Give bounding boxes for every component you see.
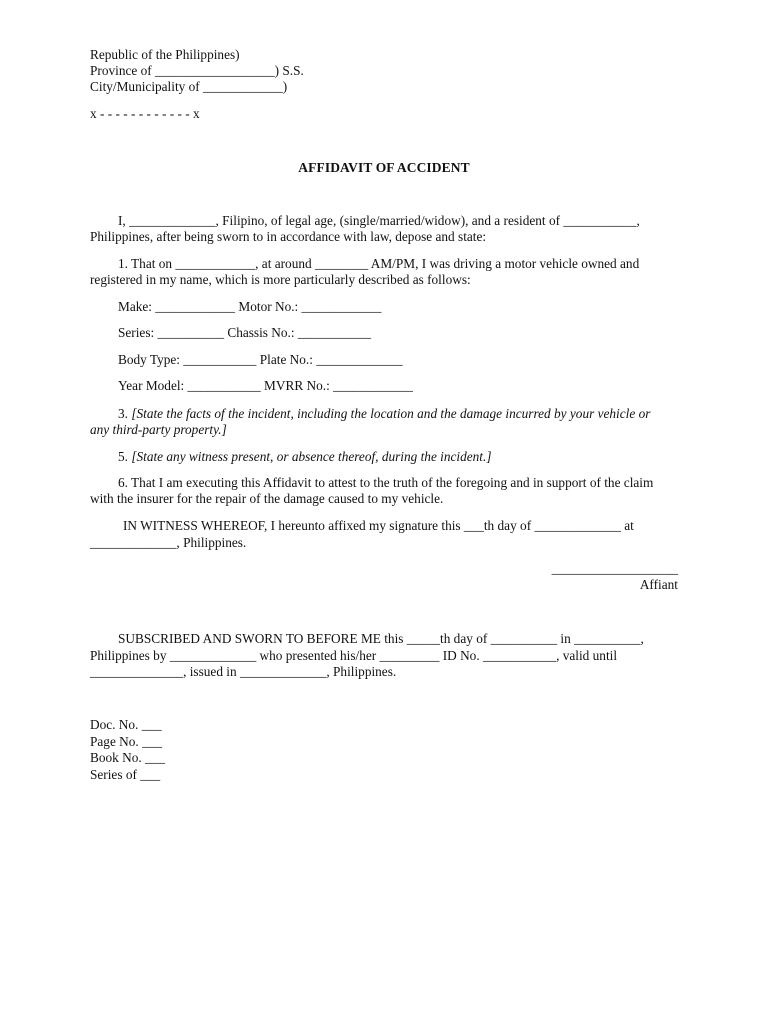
intro-line-1: I, _____________, Filipino, of legal age, (single/married/widow), and a resident of ___________, <box>118 213 640 228</box>
witness-line-1: IN WITNESS WHEREOF, I hereunto affixed my signature this ___th day of _____________ at <box>123 518 634 533</box>
para-3-line-1 <box>118 406 650 423</box>
para-5-number: 5. <box>118 449 128 464</box>
para-5-instruction: [State any witness present, or absence thereof, during the incident.] <box>131 449 492 464</box>
header-province: Province of __________________) S.S. <box>90 63 304 78</box>
header-city: City/Municipality of ____________) <box>90 79 288 94</box>
para-3-line-2: any third-party property.] <box>90 422 227 437</box>
para-3-number: 3. <box>118 406 128 421</box>
signature-line: ___________________ <box>551 561 678 576</box>
jurat-line-1: SUBSCRIBED AND SWORN TO BEFORE ME this _____th day of __________ in __________, <box>118 631 644 646</box>
notary-doc-no: Doc. No. ___ <box>90 717 162 732</box>
vehicle-field-year-model: Year Model: ___________ MVRR No.: ____________ <box>118 378 413 393</box>
para-6-line-1: 6. That I am executing this Affidavit to attest to the truth of the foregoing and in support of the claim <box>118 475 654 490</box>
notary-book-no: Book No. ___ <box>90 750 165 765</box>
jurat-line-2: Philippines by _____________ who presented his/her _________ ID No. ___________, valid until <box>90 648 618 663</box>
witness-line-2: _____________, Philippines. <box>90 535 247 550</box>
notary-page-no: Page No. ___ <box>90 734 163 749</box>
header-republic: Republic of the Philippines) <box>90 47 240 62</box>
vehicle-field-make: Make: ____________ Motor No.: ____________ <box>118 299 382 314</box>
vehicle-field-series: Series: __________ Chassis No.: ___________ <box>118 325 372 340</box>
signature-label: Affiant <box>639 577 678 592</box>
para-1-line-1: 1. That on ____________, at around ________ AM/PM, I was driving a motor vehicle owned and <box>118 256 640 271</box>
vehicle-field-body-type: Body Type: ___________ Plate No.: _____________ <box>118 352 403 367</box>
header-separator: x - - - - - - - - - - - - x <box>90 106 200 121</box>
intro-line-2: Philippines, after being sworn to in accordance with law, depose and state: <box>90 229 487 244</box>
jurat-line-3: ______________, issued in _____________, Philippines. <box>90 664 397 679</box>
para-6-line-2: with the insurer for the repair of the damage caused to my vehicle. <box>90 491 444 506</box>
para-1-line-2: registered in my name, which is more particularly described as follows: <box>90 272 471 287</box>
document-title: AFFIDAVIT OF ACCIDENT <box>298 160 470 175</box>
para-5 <box>118 449 492 466</box>
para-3-instruction: [State the facts of the incident, including the location and the damage incurred by your vehicle or <box>131 406 651 421</box>
notary-series-of: Series of ___ <box>90 767 161 782</box>
